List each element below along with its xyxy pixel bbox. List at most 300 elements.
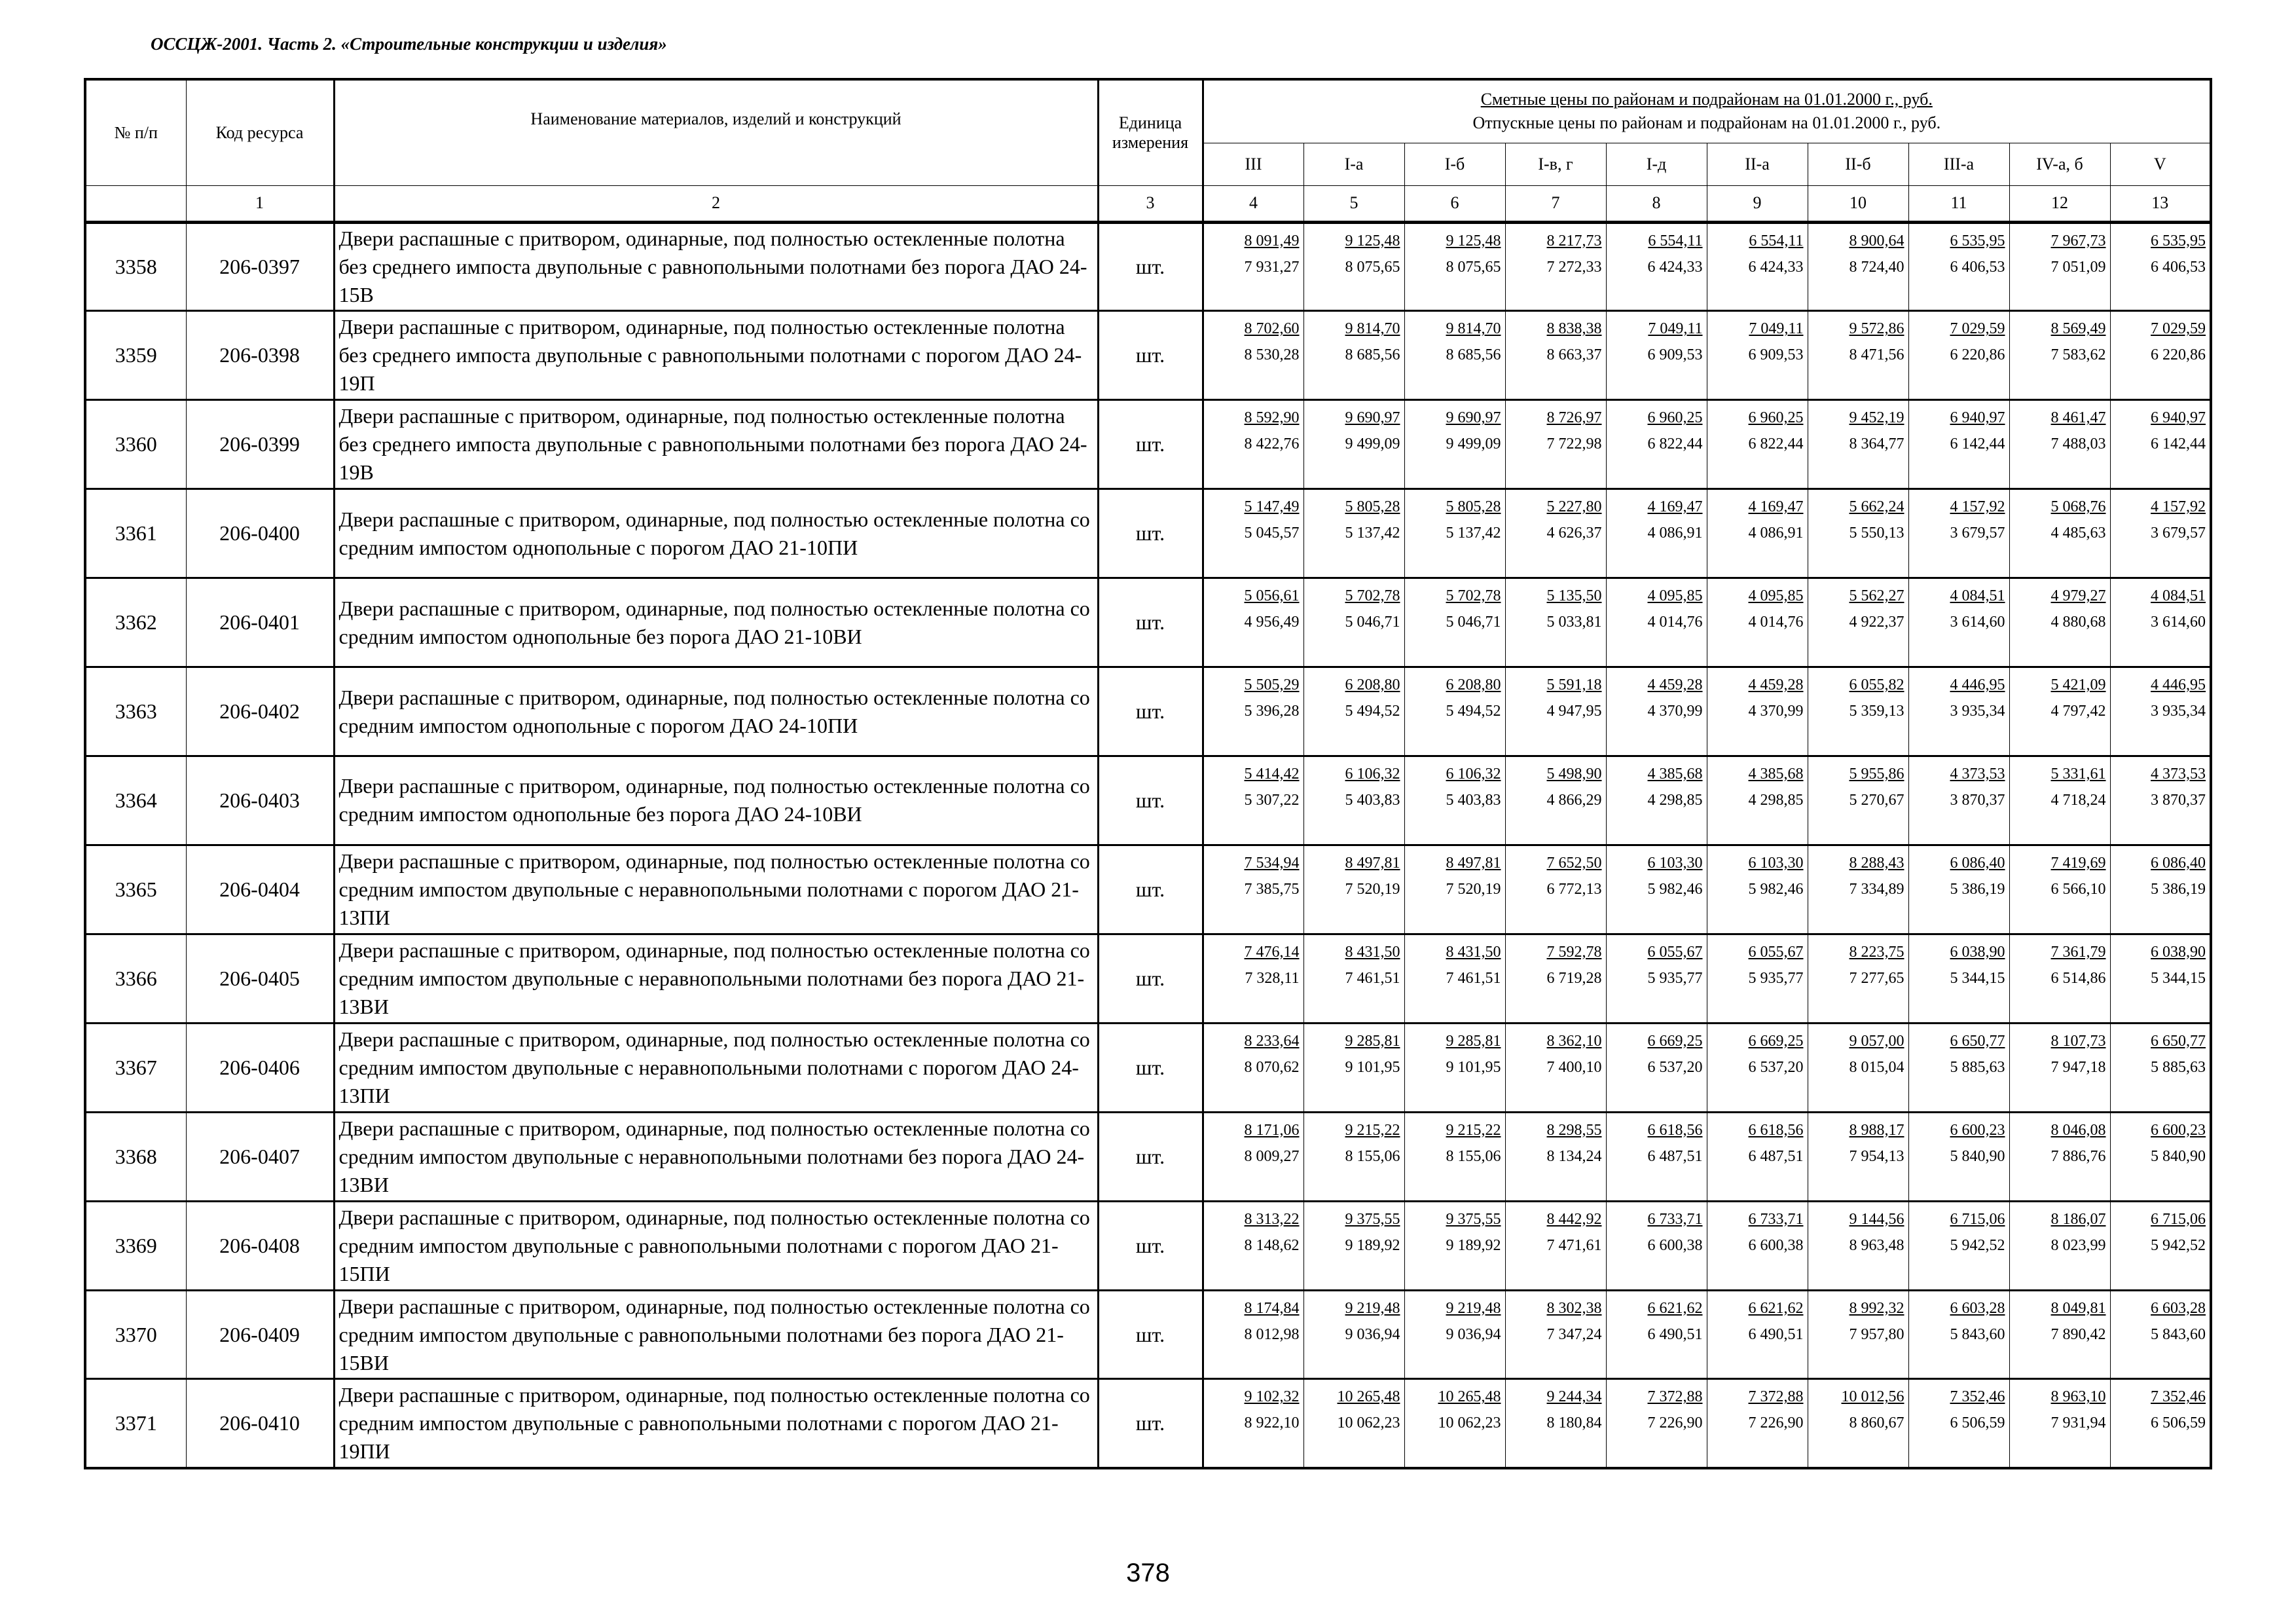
release-price: 5 033,81 (1546, 614, 1602, 631)
resource-code: 206-0406 (186, 1023, 334, 1112)
row-number: 3361 (85, 489, 186, 578)
release-price: 5 935,77 (1748, 969, 1804, 987)
price-cell (1404, 756, 1505, 845)
price-cell (1808, 400, 1908, 489)
price-cell (1203, 934, 1303, 1023)
estimate-price: 7 967,73 (2050, 232, 2106, 249)
resource-code: 206-0397 (186, 222, 334, 311)
header-region: IV-а, б (2009, 143, 2110, 185)
price-cell (1908, 311, 2009, 400)
release-price: 8 155,06 (1446, 1147, 1501, 1165)
estimate-price: 7 049,11 (1749, 320, 1804, 338)
estimate-price: 9 057,00 (1849, 1032, 1904, 1050)
release-price: 4 370,99 (1647, 703, 1703, 720)
estimate-price: 4 169,47 (1748, 498, 1804, 516)
estimate-price: 7 534,94 (1244, 854, 1300, 872)
price-cell (1908, 667, 2009, 756)
price-cell (1808, 1290, 1908, 1379)
resource-code: 206-0405 (186, 934, 334, 1023)
release-price: 4 298,85 (1647, 792, 1703, 809)
price-cell (1606, 311, 1707, 400)
price-cell (1303, 756, 1404, 845)
release-price: 7 226,90 (1647, 1414, 1703, 1432)
price-cell (1908, 1023, 2009, 1112)
release-price: 3 614,60 (1950, 614, 2005, 631)
price-cell (1606, 400, 1707, 489)
price-cell (1808, 578, 1908, 667)
estimate-price: 9 219,48 (1446, 1299, 1501, 1317)
release-price: 5 386,19 (2151, 880, 2206, 898)
release-price: 3 614,60 (2151, 614, 2206, 631)
price-cell (1606, 1023, 1707, 1112)
release-price: 3 870,37 (1950, 792, 2005, 809)
row-number: 3362 (85, 578, 186, 667)
release-price: 4 014,76 (1647, 614, 1703, 631)
release-price: 5 046,71 (1345, 614, 1400, 631)
release-price: 8 724,40 (1849, 258, 1904, 276)
release-price: 8 012,98 (1244, 1325, 1300, 1343)
header-region: III (1203, 143, 1303, 185)
release-price: 5 843,60 (1950, 1325, 2005, 1343)
release-price: 6 142,44 (2151, 435, 2206, 453)
price-cell (1808, 1379, 1908, 1468)
estimate-price: 8 046,08 (2050, 1121, 2106, 1139)
estimate-price: 4 084,51 (1950, 587, 2005, 605)
resource-code: 206-0409 (186, 1290, 334, 1379)
resource-code: 206-0400 (186, 489, 334, 578)
estimate-price: 4 459,28 (1647, 676, 1703, 694)
price-cell (1404, 1290, 1505, 1379)
price-cell (1707, 1201, 1808, 1290)
estimate-price: 9 215,22 (1446, 1121, 1501, 1139)
price-cell (1808, 934, 1908, 1023)
column-number: 9 (1707, 185, 1808, 222)
price-cell (1606, 756, 1707, 845)
release-price: 8 075,65 (1345, 258, 1400, 276)
estimate-price: 9 285,81 (1446, 1032, 1501, 1050)
row-number: 3360 (85, 400, 186, 489)
release-price: 5 344,15 (1950, 969, 2005, 987)
price-cell (1404, 1112, 1505, 1201)
price-cell (1808, 1201, 1908, 1290)
row-number: 3359 (85, 311, 186, 400)
estimate-price: 8 217,73 (1546, 232, 1602, 249)
release-price: 8 685,56 (1446, 346, 1501, 364)
estimate-price: 8 171,06 (1244, 1121, 1300, 1139)
estimate-price: 5 331,61 (2050, 766, 2106, 783)
release-price: 6 822,44 (1647, 435, 1703, 453)
price-cell (1404, 311, 1505, 400)
resource-code: 206-0399 (186, 400, 334, 489)
estimate-price: 7 049,11 (1648, 320, 1703, 338)
price-cell (1505, 578, 1606, 667)
price-cell (2110, 1023, 2211, 1112)
estimate-price: 6 603,28 (2151, 1299, 2206, 1317)
price-cell (1808, 222, 1908, 311)
estimate-price: 4 459,28 (1748, 676, 1804, 694)
column-number: 5 (1303, 185, 1404, 222)
header-region: I-д (1606, 143, 1707, 185)
release-price: 4 370,99 (1748, 703, 1804, 720)
estimate-price: 8 992,32 (1849, 1299, 1904, 1317)
estimate-price: 5 662,24 (1849, 498, 1904, 516)
estimate-price: 6 208,80 (1446, 676, 1501, 694)
release-price: 8 963,48 (1849, 1236, 1904, 1254)
material-name: Двери распашные с притвором, одинарные, под полностью остекленные полотна со средним импостом двупольные с неравнопольными полотнами без порога ДАО 24-13ВИ (334, 1112, 1098, 1201)
price-cell (1303, 489, 1404, 578)
release-price: 4 880,68 (2050, 614, 2106, 631)
estimate-price: 6 715,06 (2151, 1210, 2206, 1228)
estimate-price: 4 446,95 (1950, 676, 2005, 694)
estimate-price: 8 302,38 (1546, 1299, 1602, 1317)
price-cell (1908, 1201, 2009, 1290)
release-price: 4 485,63 (2050, 525, 2106, 542)
estimate-price: 8 174,84 (1244, 1299, 1300, 1317)
header-unit: Единица измерения (1098, 79, 1203, 185)
estimate-price: 8 702,60 (1244, 320, 1300, 338)
price-cell (1505, 222, 1606, 311)
release-price: 5 942,52 (2151, 1236, 2206, 1254)
price-cell (2009, 311, 2110, 400)
column-number: 7 (1505, 185, 1606, 222)
price-cell (2110, 845, 2211, 934)
price-cell (1707, 1112, 1808, 1201)
release-price: 9 189,92 (1446, 1236, 1501, 1254)
price-cell (1404, 489, 1505, 578)
release-price: 6 822,44 (1748, 435, 1804, 453)
release-price: 3 679,57 (1950, 525, 2005, 542)
price-cell (2110, 1290, 2211, 1379)
release-price: 8 422,76 (1244, 435, 1300, 453)
unit: шт. (1098, 845, 1203, 934)
estimate-price: 5 414,42 (1244, 766, 1300, 783)
estimate-price: 6 086,40 (2151, 854, 2206, 872)
estimate-price: 7 372,88 (1647, 1388, 1703, 1406)
price-cell (1404, 1201, 1505, 1290)
release-price: 8 134,24 (1546, 1147, 1602, 1165)
price-cell (1203, 667, 1303, 756)
release-price: 6 490,51 (1647, 1325, 1703, 1343)
column-number: 11 (1908, 185, 2009, 222)
estimate-price: 9 144,56 (1849, 1210, 1904, 1228)
row-number: 3367 (85, 1023, 186, 1112)
price-cell (1505, 667, 1606, 756)
header-region: I-а (1303, 143, 1404, 185)
price-cell (1908, 1112, 2009, 1201)
estimate-price: 9 690,97 (1345, 409, 1400, 427)
estimate-price: 8 313,22 (1244, 1210, 1300, 1228)
price-cell (1404, 400, 1505, 489)
release-price: 8 860,67 (1849, 1414, 1904, 1432)
release-price: 5 046,71 (1446, 614, 1501, 631)
resource-code: 206-0408 (186, 1201, 334, 1290)
release-price: 5 550,13 (1849, 525, 1904, 542)
column-number: 13 (2110, 185, 2211, 222)
estimate-price: 6 669,25 (1647, 1032, 1703, 1050)
price-cell (1808, 1112, 1908, 1201)
price-cell (1505, 1379, 1606, 1468)
unit: шт. (1098, 667, 1203, 756)
estimate-price: 10 265,48 (1337, 1388, 1400, 1406)
estimate-price: 5 955,86 (1849, 766, 1904, 783)
release-price: 5 494,52 (1446, 703, 1501, 720)
release-price: 9 036,94 (1345, 1325, 1400, 1343)
price-cell (1203, 1023, 1303, 1112)
estimate-price: 9 375,55 (1446, 1210, 1501, 1228)
material-name: Двери распашные с притвором, одинарные, под полностью остекленные полотна со средним импостом однопольные без порога ДАО 21-10ВИ (334, 578, 1098, 667)
column-number: 12 (2009, 185, 2110, 222)
price-cell (1203, 222, 1303, 311)
estimate-price: 5 227,80 (1546, 498, 1602, 516)
estimate-price: 7 352,46 (1950, 1388, 2005, 1406)
estimate-price: 8 431,50 (1345, 943, 1400, 961)
header-prices (1203, 79, 2211, 143)
price-cell (1203, 756, 1303, 845)
release-price: 9 101,95 (1345, 1058, 1400, 1076)
column-number: 2 (334, 185, 1098, 222)
price-cell (1707, 578, 1808, 667)
price-cell (2110, 1201, 2211, 1290)
release-price: 7 954,13 (1849, 1147, 1904, 1165)
estimate-price: 9 102,32 (1244, 1388, 1300, 1406)
release-price: 5 494,52 (1345, 703, 1400, 720)
row-number: 3370 (85, 1290, 186, 1379)
estimate-price: 6 621,62 (1748, 1299, 1804, 1317)
release-price: 3 935,34 (2151, 703, 2206, 720)
price-cell (2110, 578, 2211, 667)
estimate-price: 8 186,07 (2050, 1210, 2106, 1228)
estimate-price: 7 476,14 (1244, 943, 1300, 961)
column-number: 6 (1404, 185, 1505, 222)
price-cell (2009, 578, 2110, 667)
release-price: 7 226,90 (1748, 1414, 1804, 1432)
estimate-price: 4 169,47 (1647, 498, 1703, 516)
price-cell (2009, 1201, 2110, 1290)
price-cell (1203, 1112, 1303, 1201)
price-cell (2009, 756, 2110, 845)
estimate-price: 5 135,50 (1546, 587, 1602, 605)
estimate-price: 8 362,10 (1546, 1032, 1602, 1050)
unit: шт. (1098, 1290, 1203, 1379)
estimate-price: 6 535,95 (1950, 232, 2005, 249)
release-price: 4 086,91 (1647, 525, 1703, 542)
estimate-price: 6 554,11 (1749, 232, 1804, 249)
release-price: 7 471,61 (1546, 1236, 1602, 1254)
price-cell (1505, 400, 1606, 489)
estimate-price: 9 125,48 (1446, 232, 1501, 249)
estimate-price: 8 988,17 (1849, 1121, 1904, 1139)
release-price: 6 566,10 (2050, 880, 2106, 898)
price-cell (1303, 222, 1404, 311)
release-price: 4 866,29 (1546, 792, 1602, 809)
estimate-price: 9 572,86 (1849, 320, 1904, 338)
row-number: 3358 (85, 222, 186, 311)
resource-code: 206-0402 (186, 667, 334, 756)
price-cell (2110, 756, 2211, 845)
release-price: 3 870,37 (2151, 792, 2206, 809)
unit: шт. (1098, 1379, 1203, 1468)
release-price: 6 220,86 (1950, 346, 2005, 364)
estimate-price: 7 352,46 (2151, 1388, 2206, 1406)
estimate-price: 7 029,59 (2151, 320, 2206, 338)
estimate-price: 6 960,25 (1748, 409, 1804, 427)
price-cell (1908, 578, 2009, 667)
release-price: 5 403,83 (1345, 792, 1400, 809)
release-price: 5 942,52 (1950, 1236, 2005, 1254)
estimate-price: 8 091,49 (1244, 232, 1300, 249)
material-name: Двери распашные с притвором, одинарные, под полностью остекленные полотна без среднего импоста двупольные с равнопольными полотнами без порога ДАО 24-15В (334, 222, 1098, 311)
estimate-price: 8 569,49 (2050, 320, 2106, 338)
estimate-price: 4 095,85 (1748, 587, 1804, 605)
estimate-price: 6 715,06 (1950, 1210, 2005, 1228)
price-cell (1606, 934, 1707, 1023)
page-number: 378 (1126, 1559, 1170, 1587)
price-cell (2009, 934, 2110, 1023)
estimate-price: 9 814,70 (1446, 320, 1501, 338)
estimate-price: 9 125,48 (1345, 232, 1400, 249)
estimate-price: 7 419,69 (2050, 854, 2106, 872)
estimate-price: 6 055,82 (1849, 676, 1904, 694)
price-cell (1707, 1023, 1808, 1112)
release-price: 6 406,53 (2151, 258, 2206, 276)
column-number: 1 (186, 185, 334, 222)
estimate-price: 5 805,28 (1345, 498, 1400, 516)
estimate-price: 5 702,78 (1345, 587, 1400, 605)
release-price: 4 718,24 (2050, 792, 2106, 809)
estimate-price: 7 361,79 (2050, 943, 2106, 961)
header-region: III-а (1908, 143, 2009, 185)
release-price: 4 956,49 (1244, 614, 1300, 631)
header-code: Код ресурса (186, 79, 334, 185)
estimate-price: 4 385,68 (1748, 766, 1804, 783)
price-cell (2009, 1112, 2110, 1201)
release-price: 5 137,42 (1446, 525, 1501, 542)
resource-code: 206-0403 (186, 756, 334, 845)
release-price: 5 840,90 (2151, 1147, 2206, 1165)
estimate-price: 6 600,23 (2151, 1121, 2206, 1139)
estimate-price: 10 012,56 (1841, 1388, 1904, 1406)
estimate-price: 8 838,38 (1546, 320, 1602, 338)
resource-code: 206-0410 (186, 1379, 334, 1468)
unit: шт. (1098, 222, 1203, 311)
estimate-price: 6 600,23 (1950, 1121, 2005, 1139)
unit: шт. (1098, 400, 1203, 489)
release-price: 3 935,34 (1950, 703, 2005, 720)
estimate-price: 9 215,22 (1345, 1121, 1400, 1139)
estimate-price: 5 498,90 (1546, 766, 1602, 783)
material-name: Двери распашные с притвором, одинарные, под полностью остекленные полотна без среднего импоста двупольные с равнопольными полотнами с порогом ДАО 24-19П (334, 311, 1098, 400)
unit: шт. (1098, 1023, 1203, 1112)
release-price: 8 015,04 (1849, 1058, 1904, 1076)
estimate-price: 6 940,97 (1950, 409, 2005, 427)
table-row (85, 845, 2211, 934)
release-price: 6 600,38 (1647, 1236, 1703, 1254)
release-price: 7 051,09 (2050, 258, 2106, 276)
row-number: 3363 (85, 667, 186, 756)
price-cell (1303, 578, 1404, 667)
release-price: 6 487,51 (1647, 1147, 1703, 1165)
price-cell (1303, 1379, 1404, 1468)
table-row (85, 1290, 2211, 1379)
release-price: 6 142,44 (1950, 435, 2005, 453)
header-region: II-б (1808, 143, 1908, 185)
price-cell (1606, 1112, 1707, 1201)
row-number: 3369 (85, 1201, 186, 1290)
estimate-price: 6 086,40 (1950, 854, 2005, 872)
table-row (85, 578, 2211, 667)
material-name: Двери распашные с притвором, одинарные, под полностью остекленные полотна со средним импостом двупольные с равнопольными полотнами без порога ДАО 21-15ВИ (334, 1290, 1098, 1379)
release-price: 7 488,03 (2050, 435, 2106, 453)
material-name: Двери распашные с притвором, одинарные, под полностью остекленные полотна со средним импостом двупольные с равнопольными полотнами с порогом ДАО 21-15ПИ (334, 1201, 1098, 1290)
price-cell (1707, 222, 1808, 311)
release-price: 4 626,37 (1546, 525, 1602, 542)
estimate-price: 5 056,61 (1244, 587, 1300, 605)
price-cell (2110, 934, 2211, 1023)
estimate-price: 4 095,85 (1647, 587, 1703, 605)
estimate-price: 6 106,32 (1345, 766, 1400, 783)
price-cell (1303, 845, 1404, 934)
release-price: 6 514,86 (2050, 969, 2106, 987)
table-row (85, 311, 2211, 400)
release-price: 8 155,06 (1345, 1147, 1400, 1165)
price-cell (1808, 1023, 1908, 1112)
row-number: 3364 (85, 756, 186, 845)
estimate-price: 6 038,90 (1950, 943, 2005, 961)
estimate-price: 6 618,56 (1748, 1121, 1804, 1139)
price-cell (1808, 489, 1908, 578)
estimate-price: 8 963,10 (2050, 1388, 2106, 1406)
release-price: 5 885,63 (2151, 1058, 2206, 1076)
price-cell (1203, 1201, 1303, 1290)
price-cell (1908, 1379, 2009, 1468)
price-cell (2110, 222, 2211, 311)
release-price: 7 277,65 (1849, 969, 1904, 987)
header-region: II-а (1707, 143, 1808, 185)
estimate-price: 4 385,68 (1647, 766, 1703, 783)
release-price: 6 506,59 (2151, 1414, 2206, 1432)
estimate-price: 5 068,76 (2050, 498, 2106, 516)
row-number: 3368 (85, 1112, 186, 1201)
estimate-price: 8 442,92 (1546, 1210, 1602, 1228)
estimate-price: 6 208,80 (1345, 676, 1400, 694)
release-price: 6 772,13 (1546, 880, 1602, 898)
price-cell (1505, 311, 1606, 400)
release-price: 6 537,20 (1748, 1058, 1804, 1076)
price-cell (1707, 1290, 1808, 1379)
estimate-price: 8 461,47 (2050, 409, 2106, 427)
estimate-price: 6 103,30 (1748, 854, 1804, 872)
estimate-price: 4 157,92 (1950, 498, 2005, 516)
estimate-price: 10 265,48 (1438, 1388, 1501, 1406)
release-price: 7 931,27 (1244, 258, 1300, 276)
release-price: 5 359,13 (1849, 703, 1904, 720)
estimate-price: 8 592,90 (1244, 409, 1300, 427)
price-cell (1606, 1379, 1707, 1468)
table-row (85, 1201, 2211, 1290)
unit: шт. (1098, 1112, 1203, 1201)
estimate-price: 8 497,81 (1446, 854, 1501, 872)
release-price: 9 499,09 (1345, 435, 1400, 453)
release-price: 4 922,37 (1849, 614, 1904, 631)
price-cell (1404, 934, 1505, 1023)
release-price: 10 062,23 (1337, 1414, 1400, 1432)
price-cell (1808, 311, 1908, 400)
estimate-price: 6 650,77 (1950, 1032, 2005, 1050)
price-cell (2009, 489, 2110, 578)
estimate-price: 4 373,53 (1950, 766, 2005, 783)
release-price: 9 036,94 (1446, 1325, 1501, 1343)
price-cell (1203, 578, 1303, 667)
